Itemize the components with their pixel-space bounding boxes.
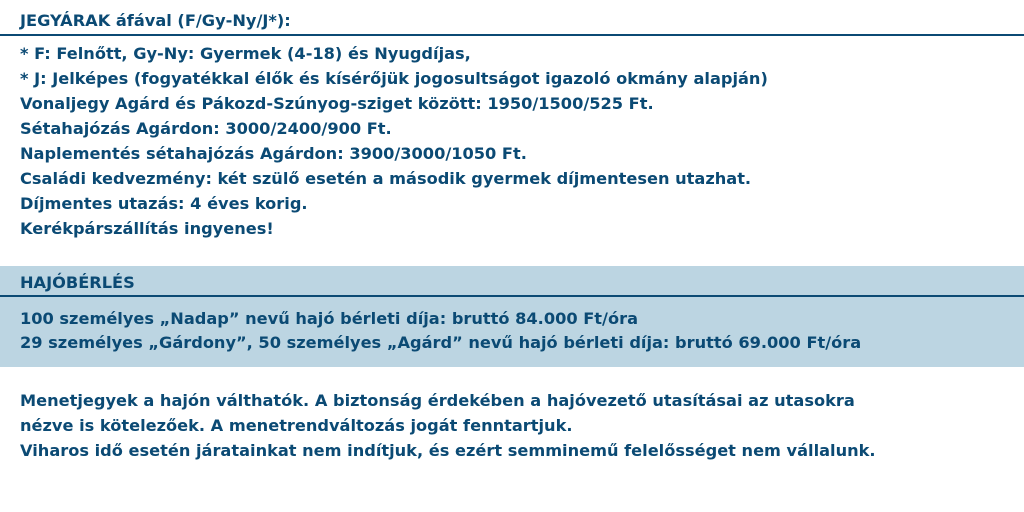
rental-title-rule — [0, 295, 1024, 297]
price-line-5: Naplementés sétahajózás Agárdon: 3900/3000/1050 Ft. — [20, 144, 527, 163]
price-line-7: Díjmentes utazás: 4 éves korig. — [20, 194, 308, 213]
price-line-6: Családi kedvezmény: két szülő esetén a második gyermek díjmentesen utazhat. — [20, 169, 752, 188]
price-line-1: * F: Felnőtt, Gy-Ny: Gyermek (4-18) és Nyugdíjas, — [20, 44, 471, 63]
price-line-4: Sétahajózás Agárdon: 3000/2400/900 Ft. — [20, 119, 392, 138]
note-line-2: nézve is kötelezőek. A menetrendváltozás jogát fenntartjuk. — [20, 416, 573, 435]
prices-title: JEGYÁRAK áfával (F/Gy-Ny/J*): — [20, 11, 291, 30]
note-line-3: Viharos idő esetén járatainkat nem indítjuk, és ezért semminemű felelősséget nem vállalunk. — [20, 441, 876, 460]
rental-line-2: 29 személyes „Gárdony”, 50 személyes „Agárd” nevű hajó bérleti díja: bruttó 69.000 Ft/óra — [20, 333, 862, 352]
rental-title: HAJÓBÉRLÉS — [20, 273, 135, 292]
rental-line-1: 100 személyes „Nadap” nevű hajó bérleti díja: bruttó 84.000 Ft/óra — [20, 309, 638, 328]
note-line-1: Menetjegyek a hajón válthatók. A biztonság érdekében a hajóvezető utasításai az utasokra — [20, 391, 855, 410]
prices-title-rule — [0, 34, 1024, 36]
price-line-2: * J: Jelképes (fogyatékkal élők és kísérőjük jogosultságot igazoló okmány alapján) — [20, 69, 768, 88]
price-line-8: Kerékpárszállítás ingyenes! — [20, 219, 274, 238]
price-line-3: Vonaljegy Agárd és Pákozd-Szúnyog-sziget között: 1950/1500/525 Ft. — [20, 94, 654, 113]
